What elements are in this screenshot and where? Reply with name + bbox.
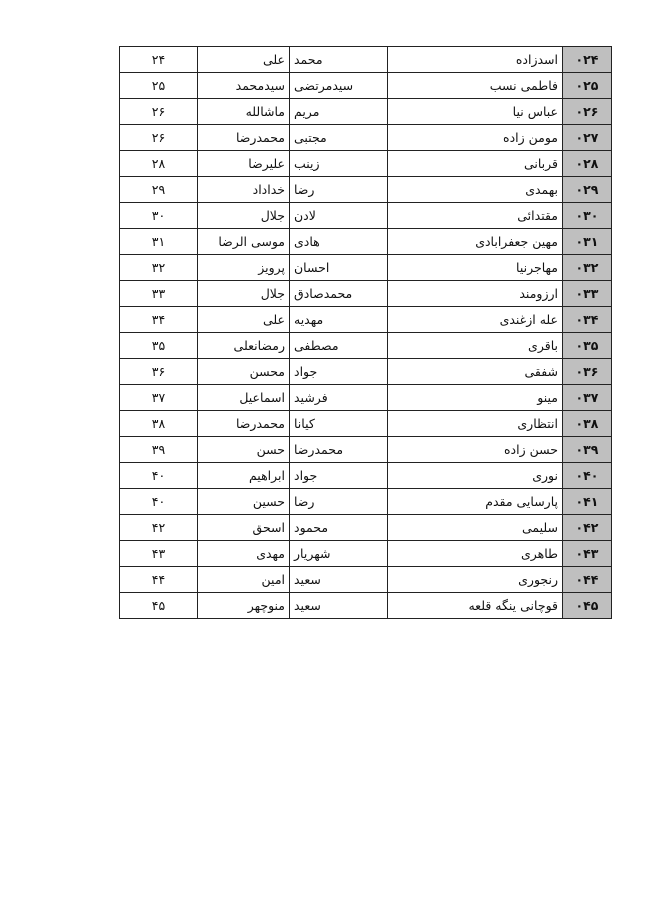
row-number-cell: ۰۳۵ bbox=[563, 333, 612, 359]
row-number-cell: ۰۳۱ bbox=[563, 229, 612, 255]
roster-table bbox=[119, 46, 612, 619]
table-row bbox=[120, 411, 612, 437]
table-row bbox=[120, 229, 612, 255]
father-name-cell: علی bbox=[198, 47, 290, 73]
code-cell: ۳۱ bbox=[120, 229, 198, 255]
first-name-cell: زینب bbox=[290, 151, 388, 177]
table-row bbox=[120, 463, 612, 489]
last-name-cell: باقری bbox=[388, 333, 563, 359]
row-number-cell: ۰۳۰ bbox=[563, 203, 612, 229]
last-name-cell: قربانی bbox=[388, 151, 563, 177]
father-name-cell: امین bbox=[198, 567, 290, 593]
row-number-cell: ۰۲۶ bbox=[563, 99, 612, 125]
first-name-cell: جواد bbox=[290, 463, 388, 489]
table-row bbox=[120, 203, 612, 229]
last-name-cell: طاهری bbox=[388, 541, 563, 567]
row-number-cell: ۰۴۰ bbox=[563, 463, 612, 489]
code-cell: ۳۷ bbox=[120, 385, 198, 411]
father-name-cell: محسن bbox=[198, 359, 290, 385]
father-name-cell: جلال bbox=[198, 281, 290, 307]
code-cell: ۳۴ bbox=[120, 307, 198, 333]
last-name-cell: قوچانی ینگه قلعه bbox=[388, 593, 563, 619]
code-cell: ۳۳ bbox=[120, 281, 198, 307]
father-name-cell: اسماعیل bbox=[198, 385, 290, 411]
last-name-cell: مقتدائی bbox=[388, 203, 563, 229]
last-name-cell: عله ازغندی bbox=[388, 307, 563, 333]
father-name-cell: منوچهر bbox=[198, 593, 290, 619]
row-number-cell: ۰۴۲ bbox=[563, 515, 612, 541]
table-row bbox=[120, 281, 612, 307]
first-name-cell: کیانا bbox=[290, 411, 388, 437]
last-name-cell: ارزومند bbox=[388, 281, 563, 307]
last-name-cell: فاطمی نسب bbox=[388, 73, 563, 99]
code-cell: ۳۹ bbox=[120, 437, 198, 463]
father-name-cell: محمدرضا bbox=[198, 125, 290, 151]
code-cell: ۲۵ bbox=[120, 73, 198, 99]
row-number-cell: ۰۳۳ bbox=[563, 281, 612, 307]
row-number-cell: ۰۲۵ bbox=[563, 73, 612, 99]
table-row bbox=[120, 541, 612, 567]
row-number-cell: ۰۲۸ bbox=[563, 151, 612, 177]
father-name-cell: موسی الرضا bbox=[198, 229, 290, 255]
row-number-cell: ۰۲۹ bbox=[563, 177, 612, 203]
code-cell: ۳۶ bbox=[120, 359, 198, 385]
row-number-cell: ۰۳۶ bbox=[563, 359, 612, 385]
first-name-cell: مصطفی bbox=[290, 333, 388, 359]
table-row bbox=[120, 47, 612, 73]
code-cell: ۴۰ bbox=[120, 489, 198, 515]
code-cell: ۲۹ bbox=[120, 177, 198, 203]
table-row bbox=[120, 307, 612, 333]
last-name-cell: سلیمی bbox=[388, 515, 563, 541]
table-row bbox=[120, 567, 612, 593]
father-name-cell: حسن bbox=[198, 437, 290, 463]
last-name-cell: نوری bbox=[388, 463, 563, 489]
row-number-cell: ۰۲۴ bbox=[563, 47, 612, 73]
row-number-cell: ۰۴۴ bbox=[563, 567, 612, 593]
row-number-cell: ۰۳۲ bbox=[563, 255, 612, 281]
father-name-cell: محمدرضا bbox=[198, 411, 290, 437]
first-name-cell: سعید bbox=[290, 593, 388, 619]
father-name-cell: رمضانعلی bbox=[198, 333, 290, 359]
code-cell: ۴۴ bbox=[120, 567, 198, 593]
last-name-cell: رنجوری bbox=[388, 567, 563, 593]
table-row bbox=[120, 255, 612, 281]
code-cell: ۴۵ bbox=[120, 593, 198, 619]
last-name-cell: اسدزاده bbox=[388, 47, 563, 73]
code-cell: ۲۶ bbox=[120, 99, 198, 125]
first-name-cell: محمدرضا bbox=[290, 437, 388, 463]
row-number-cell: ۰۴۵ bbox=[563, 593, 612, 619]
table-row bbox=[120, 515, 612, 541]
table-row bbox=[120, 489, 612, 515]
father-name-cell: علیرضا bbox=[198, 151, 290, 177]
code-cell: ۳۰ bbox=[120, 203, 198, 229]
first-name-cell: محمود bbox=[290, 515, 388, 541]
row-number-cell: ۰۴۱ bbox=[563, 489, 612, 515]
first-name-cell: هادی bbox=[290, 229, 388, 255]
father-name-cell: حسین bbox=[198, 489, 290, 515]
code-cell: ۴۳ bbox=[120, 541, 198, 567]
first-name-cell: سیدمرتضی bbox=[290, 73, 388, 99]
last-name-cell: عباس نیا bbox=[388, 99, 563, 125]
father-name-cell: خداداد bbox=[198, 177, 290, 203]
roster-body bbox=[120, 47, 612, 619]
table-row bbox=[120, 99, 612, 125]
row-number-cell: ۰۳۸ bbox=[563, 411, 612, 437]
first-name-cell: مریم bbox=[290, 99, 388, 125]
code-cell: ۳۸ bbox=[120, 411, 198, 437]
last-name-cell: شفقی bbox=[388, 359, 563, 385]
last-name-cell: پارسایی مقدم bbox=[388, 489, 563, 515]
father-name-cell: ماشالله bbox=[198, 99, 290, 125]
table-row bbox=[120, 73, 612, 99]
code-cell: ۲۶ bbox=[120, 125, 198, 151]
last-name-cell: انتظاری bbox=[388, 411, 563, 437]
table-row bbox=[120, 359, 612, 385]
father-name-cell: اسحق bbox=[198, 515, 290, 541]
table-row bbox=[120, 385, 612, 411]
first-name-cell: جواد bbox=[290, 359, 388, 385]
first-name-cell: مجتبی bbox=[290, 125, 388, 151]
table-row bbox=[120, 177, 612, 203]
first-name-cell: رضا bbox=[290, 489, 388, 515]
code-cell: ۲۸ bbox=[120, 151, 198, 177]
last-name-cell: مینو bbox=[388, 385, 563, 411]
table-row bbox=[120, 593, 612, 619]
father-name-cell: ابراهیم bbox=[198, 463, 290, 489]
code-cell: ۲۴ bbox=[120, 47, 198, 73]
code-cell: ۳۲ bbox=[120, 255, 198, 281]
table-row bbox=[120, 151, 612, 177]
table-row bbox=[120, 125, 612, 151]
father-name-cell: پرویز bbox=[198, 255, 290, 281]
table-row bbox=[120, 437, 612, 463]
first-name-cell: محمد bbox=[290, 47, 388, 73]
father-name-cell: سیدمحمد bbox=[198, 73, 290, 99]
row-number-cell: ۰۳۹ bbox=[563, 437, 612, 463]
last-name-cell: حسن زاده bbox=[388, 437, 563, 463]
last-name-cell: مومن زاده bbox=[388, 125, 563, 151]
code-cell: ۴۰ bbox=[120, 463, 198, 489]
code-cell: ۴۲ bbox=[120, 515, 198, 541]
first-name-cell: لادن bbox=[290, 203, 388, 229]
last-name-cell: مهین جعفرابادی bbox=[388, 229, 563, 255]
first-name-cell: احسان bbox=[290, 255, 388, 281]
first-name-cell: فرشید bbox=[290, 385, 388, 411]
first-name-cell: سعید bbox=[290, 567, 388, 593]
row-number-cell: ۰۲۷ bbox=[563, 125, 612, 151]
first-name-cell: مهدیه bbox=[290, 307, 388, 333]
father-name-cell: علی bbox=[198, 307, 290, 333]
father-name-cell: مهدی bbox=[198, 541, 290, 567]
table-row bbox=[120, 333, 612, 359]
first-name-cell: رضا bbox=[290, 177, 388, 203]
first-name-cell: محمدصادق bbox=[290, 281, 388, 307]
first-name-cell: شهریار bbox=[290, 541, 388, 567]
row-number-cell: ۰۴۳ bbox=[563, 541, 612, 567]
father-name-cell: جلال bbox=[198, 203, 290, 229]
code-cell: ۳۵ bbox=[120, 333, 198, 359]
last-name-cell: بهمدی bbox=[388, 177, 563, 203]
last-name-cell: مهاجرنیا bbox=[388, 255, 563, 281]
row-number-cell: ۰۳۷ bbox=[563, 385, 612, 411]
row-number-cell: ۰۳۴ bbox=[563, 307, 612, 333]
